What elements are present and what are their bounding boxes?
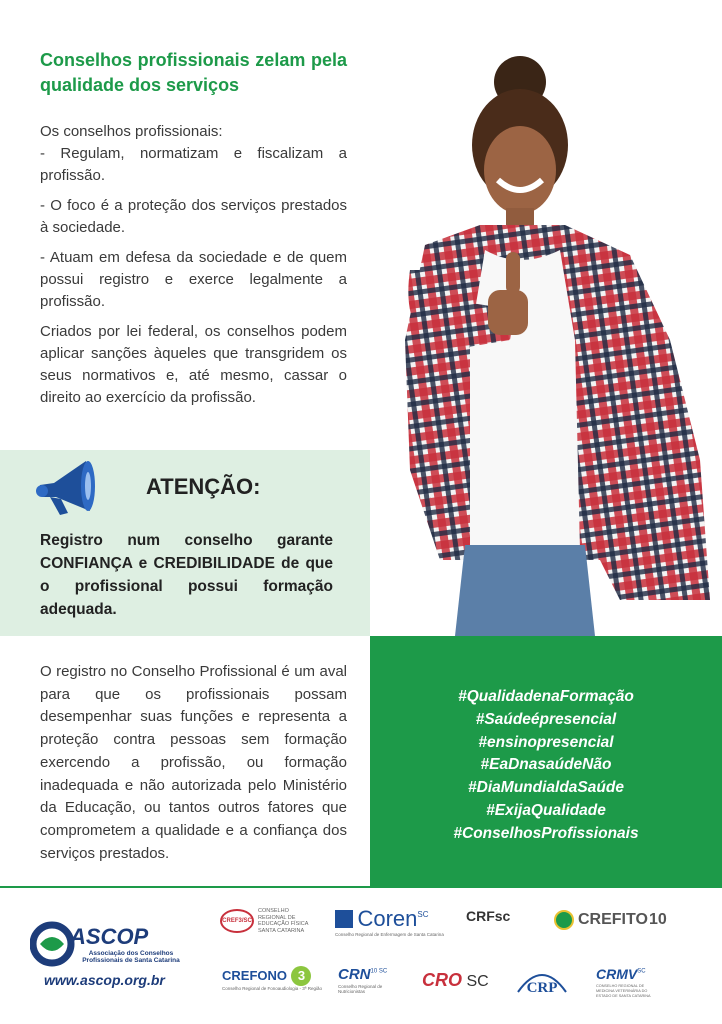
crp-logo bbox=[514, 962, 570, 1003]
crefono-number-icon: 3 bbox=[291, 966, 311, 986]
hashtag-list bbox=[370, 686, 722, 846]
hashtag: #ConselhosProfissionais bbox=[453, 824, 639, 842]
crmv-sc: SC bbox=[637, 968, 646, 975]
woman-thumbs-up-photo bbox=[370, 40, 722, 636]
footer bbox=[0, 888, 722, 1024]
crp-emblem-icon bbox=[514, 962, 570, 998]
intro-paragraph-1 bbox=[40, 121, 347, 187]
attention-box bbox=[0, 450, 370, 636]
crn-name: CRN bbox=[338, 966, 371, 983]
cro-logo bbox=[422, 970, 489, 991]
cref-logo bbox=[220, 908, 318, 934]
intro-heading: Os conselhos profissionais: bbox=[40, 123, 223, 140]
crefito-emblem-icon bbox=[554, 910, 574, 930]
coren-emblem-icon bbox=[335, 910, 353, 928]
crefito-number: 10 bbox=[648, 911, 667, 928]
page-title: Conselhos profissionais zelam pela qualidade dos serviços bbox=[40, 50, 347, 95]
cref-text: CONSELHO REGIONAL DE EDUCAÇÃO FÍSICA SANTA CATARINA bbox=[258, 908, 309, 934]
hashtag: #DiaMundialdaSaúde bbox=[468, 779, 624, 797]
ascop-website-link[interactable]: www.ascop.org.br bbox=[44, 972, 165, 988]
crefito-logo bbox=[554, 910, 667, 930]
intro-paragraph-2: - O foco é a proteção dos serviços prestados à sociedade. bbox=[40, 197, 347, 236]
ascop-name: ASCOP bbox=[70, 924, 149, 949]
crn-subtitle: Conselho Regional de Nutricionistas bbox=[338, 984, 383, 994]
megaphone-icon bbox=[34, 455, 104, 517]
crmv-subtitle: CONSELHO REGIONAL DE MEDICINA VETERINÁRIA DO ESTADO DE SANTA CATARINA bbox=[596, 984, 651, 998]
intro-item-regulam: - Regulam, normatizam e fiscalizam a profissão. bbox=[40, 145, 347, 184]
hashtag: #ensinopresencial bbox=[478, 733, 614, 751]
attention-title: ATENÇÃO: bbox=[146, 474, 261, 499]
cref-badge-icon: CREF3/SC bbox=[220, 909, 254, 933]
crp-name: CRP bbox=[526, 980, 558, 996]
coren-logo bbox=[335, 906, 445, 937]
hashtags-box bbox=[370, 636, 722, 886]
crn-region: 10 SC bbox=[370, 968, 388, 975]
crmv-name: CRMV bbox=[596, 966, 638, 982]
hashtag: #QualidadenaFormação bbox=[458, 688, 634, 705]
coren-subtitle: Conselho Regional de Enfermagem de Santa Catarina bbox=[335, 932, 444, 937]
crefito-name: CREFITO bbox=[578, 911, 648, 928]
intro-text bbox=[40, 121, 347, 417]
crn-logo bbox=[338, 966, 408, 994]
crf-name: CRFsc bbox=[466, 908, 511, 924]
crefono-name: CREFONO bbox=[222, 968, 287, 983]
hashtag: #ExijaQualidade bbox=[486, 801, 606, 819]
attention-body: Registro num conselho garante CONFIANÇA e CREDIBILIDADE de que o profissional possui formação adequada. bbox=[40, 532, 333, 618]
cro-sc: SC bbox=[466, 973, 489, 990]
ascop-subtitle: Associação dos Conselhos Profissionais de Santa Catarina bbox=[82, 950, 180, 964]
crmv-logo bbox=[596, 966, 658, 999]
cro-name: CRO bbox=[422, 970, 462, 990]
crefono-logo bbox=[222, 966, 322, 991]
intro-paragraph-4: Criados por lei federal, os conselhos podem aplicar sanções àqueles que transgridem os seus normativos e, até mesmo, cassar o direito ao exercício da profissão. bbox=[40, 323, 347, 406]
hashtag: #EaDnasaúdeNão bbox=[480, 756, 612, 774]
crefono-subtitle: Conselho Regional de Fonoaudiologia - 3ª Região bbox=[222, 986, 322, 991]
coren-sc: SC bbox=[417, 909, 429, 919]
hashtag: #Saúdeépresencial bbox=[475, 710, 617, 728]
intro-paragraph-3: - Atuam em defesa da sociedade e de quem possui registro e exerce legalmente a profissão. bbox=[40, 249, 347, 310]
coren-name: Coren bbox=[357, 906, 418, 931]
registro-paragraph: O registro no Conselho Profissional é um aval para que os profissionais possam desempenhar suas funções e representa a proteção contra pessoas sem formação exercendo a profissão, ou formação inadequada e não autorizada pelo Ministério da Educação, ou tantos outros fatores que comprometem a qualidade e a confiança dos serviços prestados. bbox=[40, 663, 347, 862]
crf-logo bbox=[466, 908, 510, 926]
